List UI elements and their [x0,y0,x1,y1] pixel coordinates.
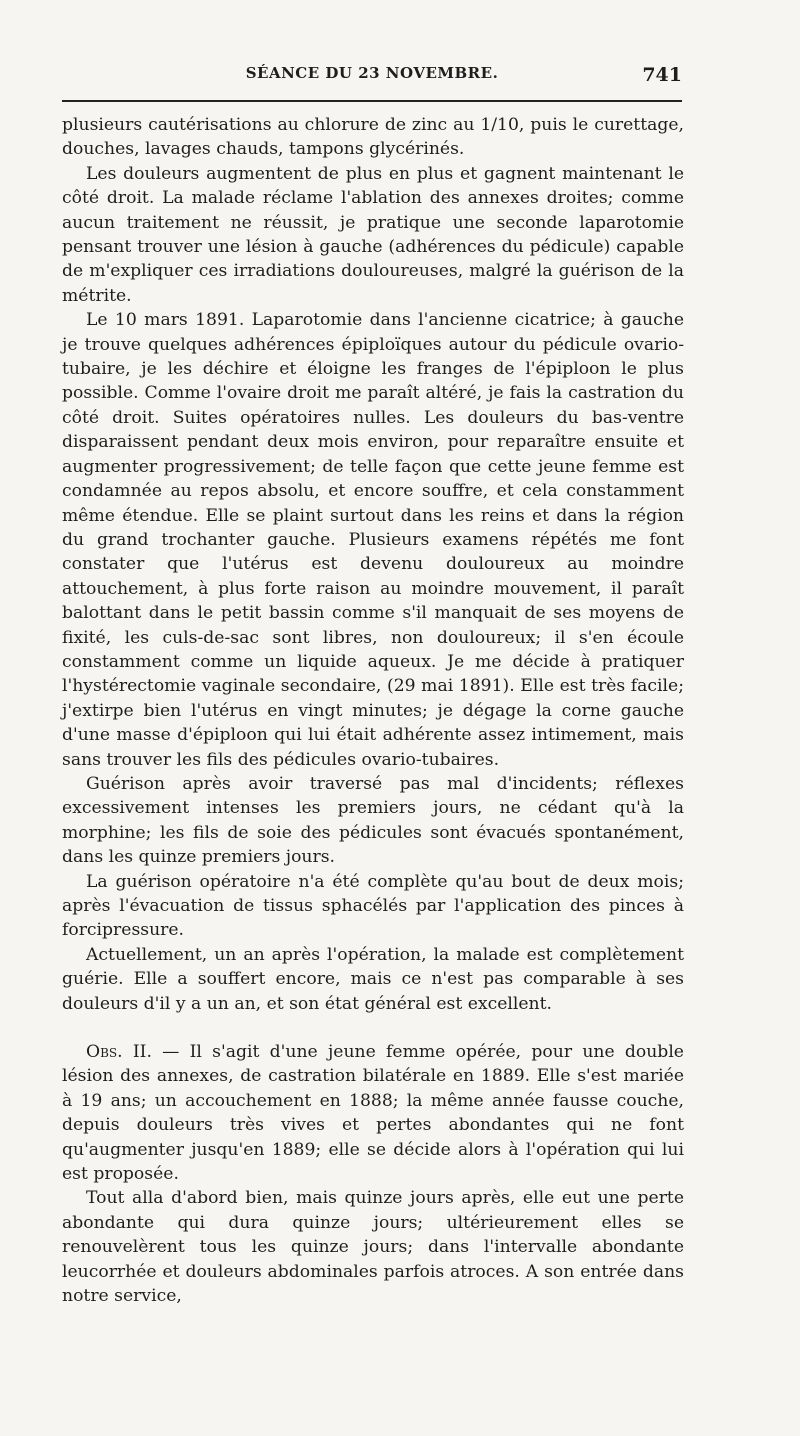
page-header [62,64,682,90]
body-text [62,113,684,1309]
observation-text: — Il s'agit d'une jeune femme opérée, pour une double lésion des annexes, de castration bilatérale en 1889. Elle s'est mariée à 19 ans; un accouchement en 1888; la même année fausse couche, depuis douleurs très vives et pertes abondantes qui ne font qu'augmenter jusqu'en 1889; elle se décide alors à l'opération qui lui est proposée. [62,1042,684,1185]
paragraph: Guérison après avoir traversé pas mal d'incidents; réflexes excessivement intenses les premiers jours, ne cédant qu'à la morphine; les fils de soie des pédicules sont évacués spontanément, dans les quinze premiers jours. [62,773,684,868]
paragraph: Actuellement, un an après l'opération, la malade est complètement guérie. Elle a souffert encore, mais ce n'est pas comparable à ses douleurs d'il y a un an, et son état général est excellent. [62,944,684,1014]
header-rule [62,100,682,102]
paragraph: Les douleurs augmentent de plus en plus et gagnent maintenant le côté droit. La malade réclame l'ablation des annexes droites; comme aucun traitement ne réussit, je pratique une seconde laparotomie pensant trouver une lésion à gauche (adhérences du pédicule) capable de m'expliquer ces irradiations douloureuses, malgré la guérison de la métrite. [62,163,684,306]
paragraph: Le 10 mars 1891. Laparotomie dans l'ancienne cicatrice; à gauche je trouve quelques adhérences épiploïques autour du pédicule ovario-tubaire, je les déchire et éloigne les franges de l'épiploon le plus possible. Comme l'ovaire droit me paraît altéré, je fais la castration du côté droit. Suites opératoires nulles. Les douleurs du bas-ventre disparaissent pendant deux mois environ, pour reparaître ensuite et augmenter progressivement; de telle façon que cette jeune femme est condamnée au repos absolu, et encore souffre, et cela constamment même étendue. Elle se plaint surtout dans les reins et dans la région du grand trochanter gauche. Plusieurs examens répétés me font constater que l'utérus est devenu douloureux au moindre attouchement, à plus forte raison au moindre mouvement, il paraît balottant dans le petit bassin comme s'il manquait de ses moyens de fixité, les culs-de-sac sont libres, non douloureux; il s'en écoule constamment comme un liquide aqueux. Je me décide à pratiquer l'hystérectomie vaginale secondaire, (29 mai 1891). Elle est très facile; j'extirpe bien l'utérus en vingt minutes; je dégage la corne gauche d'une masse d'épiploon qui lui était adhérente assez intimement, mais sans trouver les fils des pédicules ovario-tubaires. [62,310,684,770]
running-head: SÉANCE DU 23 NOVEMBRE. [245,64,499,82]
paragraph: La guérison opératoire n'a été complète qu'au bout de deux mois; après l'évacuation de tissus sphacélés par l'application des pinces à forcipressure. [62,871,684,941]
observation-paragraph [62,1040,684,1186]
paragraph-continuation: plusieurs cautérisations au chlorure de zinc au 1/10, puis le curettage, douches, lavages chauds, tampons glycérinés. [62,115,684,160]
paragraph: Tout alla d'abord bien, mais quinze jours après, elle eut une perte abondante qui dura quinze jours; ultérieurement elles se renouvelèrent tous les quinze jours; dans l'intervalle abondante leucorrhée et douleurs abdominales parfois atroces. A son entrée dans notre service, [62,1188,684,1307]
page-number: 741 [642,64,682,86]
observation-label: Obs. II. [86,1042,152,1063]
